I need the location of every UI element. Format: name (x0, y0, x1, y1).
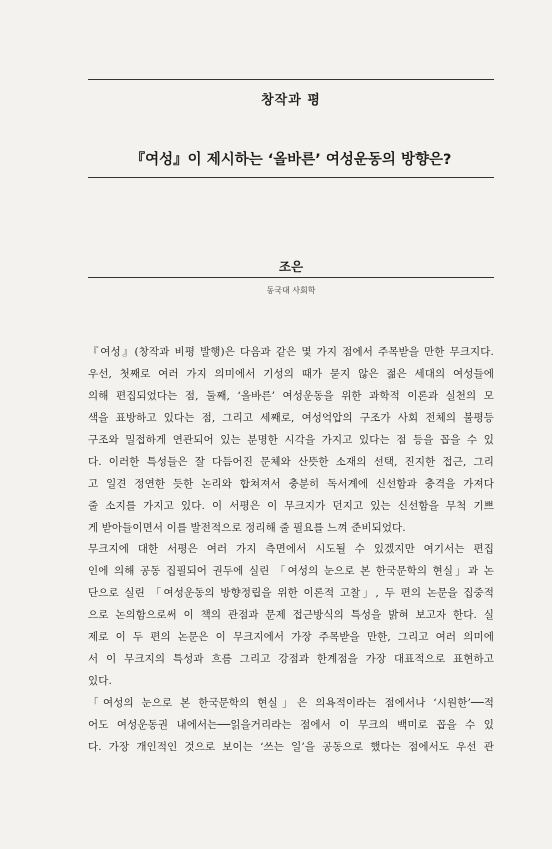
body-line: 의해 편집되었다는 점, 둘째, ‘올바른’ 여성운동을 위한 과학적 이론과 실천의 모 (88, 389, 494, 402)
body-line: 우선, 첫째로 여러 가지 의미에서 기성의 때가 묻지 않은 젊은 세대의 여성들에 (88, 367, 494, 380)
body-line: 구조와 밀접하게 연관되어 있는 분명한 시각을 가지고 있다는 점 등을 꼽을 수 있 (88, 433, 494, 446)
body-line: 단으로 실린 「여성운동의 방향정립을 위한 이론적 고찰」, 두 편의 논문을 집중적 (88, 587, 494, 600)
body-line: 줄 소지를 가지고 있다. 이 서평은 이 무크지가 던지고 있는 신선함을 무척 기쁘 (88, 499, 494, 512)
body-line: 으로 논의함으로써 이 책의 관점과 문제 접근방식의 특성을 밝혀 보고자 한다. 실 (88, 609, 494, 622)
body-line: 게 받아들이면서 이를 발전적으로 정리해 줄 필요를 느껴 준비되었다. (88, 521, 406, 534)
article-title: 『여성』이 제시하는 ‘올바른’ 여성운동의 방향은? (130, 152, 452, 168)
article-body (88, 342, 494, 759)
body-line: 어도 여성운동권 내에서는──읽을거리라는 점에서 이 무크의 백미로 꼽을 수 있 (88, 718, 494, 731)
body-line: 있다. (88, 675, 112, 688)
body-line: 무크지에 대한 서평은 여러 가지 측면에서 시도될 수 있겠지만 여기서는 편집 (88, 543, 494, 556)
body-line: 다. 이러한 특성들은 잘 다듬어진 문체와 산뜻한 소재의 선택, 진지한 접근, 그리 (88, 455, 494, 468)
body-line: 서 이 무크지의 특성과 흐름 그리고 강점과 한계점을 가장 대표적으로 표현하고 (88, 653, 494, 666)
body-line: 고 일견 정연한 듯한 논리와 합쳐져서 충분히 독서계에 신선함과 충격을 가져다 (88, 477, 494, 490)
author-name: 조은 (278, 259, 304, 274)
body-line: 색을 표방하고 있다는 점, 그리고 세째로, 여성억압의 구조가 사회 전체의 불평등 (88, 411, 494, 424)
header-top-rule (88, 79, 494, 80)
body-line: 『여성』(창작과 비평 발행)은 다음과 같은 몇 가지 점에서 주목받을 만한 무크지다. (88, 346, 494, 358)
body-line: 제로 이 두 편의 논문은 이 무크지에서 가장 주목받을 만한, 그리고 여러 의미에 (88, 631, 494, 644)
title-underline (88, 177, 494, 178)
body-line: 인에 의해 공동 집필되어 권두에 실린 「여성의 눈으로 본 한국문학의 현실」과 논 (88, 565, 494, 578)
author-affiliation: 동국대 사회학 (266, 286, 316, 295)
section-title: 창작과 평 (261, 93, 321, 108)
body-line: 「여성의 눈으로 본 한국문학의 현실」은 의욕적이라는 점에서나 ‘시원한’──적 (88, 697, 494, 709)
body-line: 다. 가장 개인적인 것으로 보이는 ‘쓰는 일’을 공동으로 했다는 점에서도 우선 관 (88, 740, 494, 753)
author-rule (88, 277, 494, 278)
